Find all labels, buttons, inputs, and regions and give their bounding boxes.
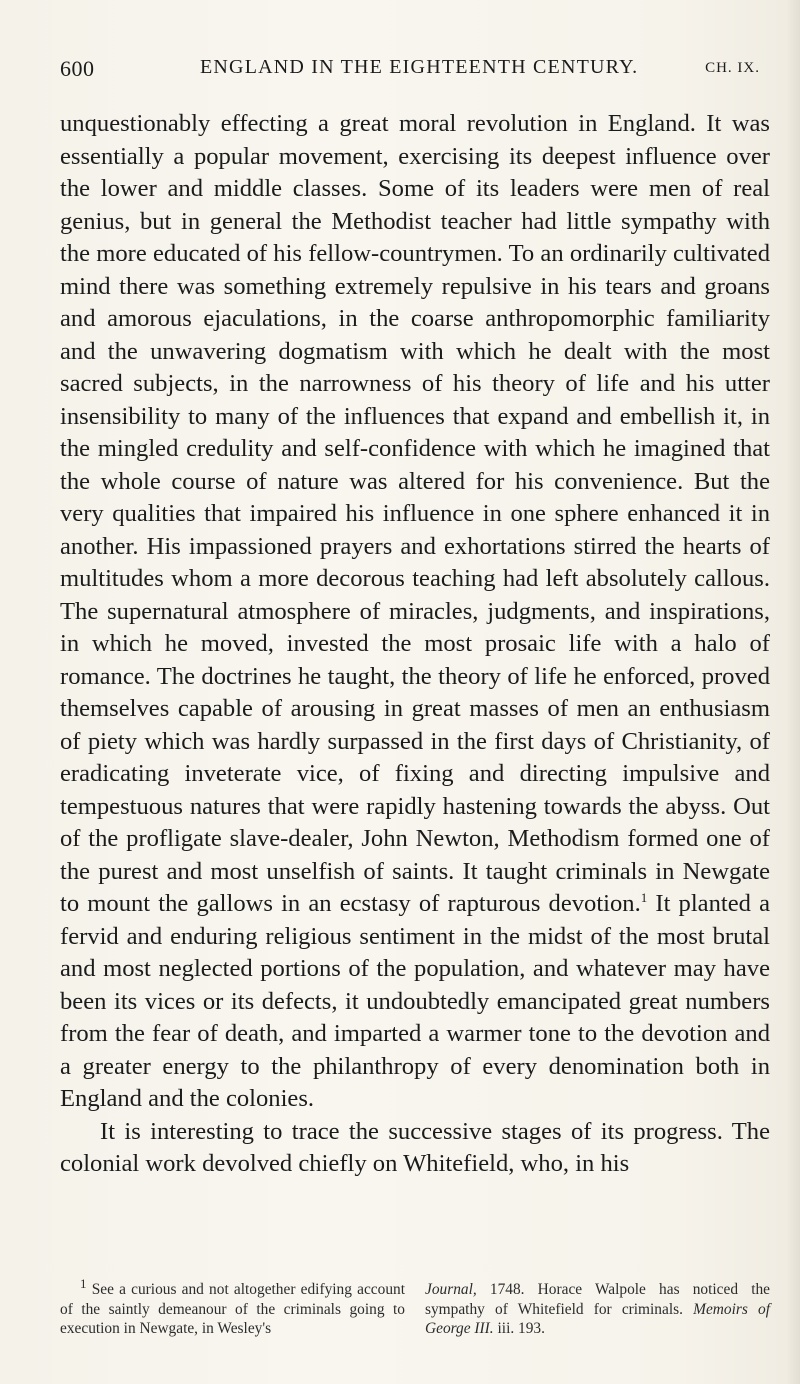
paragraph-text-continued: It planted a fervid and enduring religious sentiment in the midst of the most brutal and most neglected portions of the population, and whatever may have been its vices or its defects, it undoubtedly emancipated great numbers from the fear of death, and imparted a warmer tone to the devotion and a greater energy to the philanthropy of every denomination both in England and the colonies. <box>60 890 770 1112</box>
footnote-memoirs-title: Memoirs of George III. <box>425 1300 770 1337</box>
page-edge-shadow <box>786 0 800 1384</box>
footnote-block <box>60 1275 770 1339</box>
footnote-right-column <box>425 1280 770 1339</box>
page-number: 600 <box>60 56 95 81</box>
page-header <box>60 56 760 86</box>
footnote-text-continued: 1748. Horace Walpole has noticed the sympathy of Whitefield for criminals. <box>425 1281 770 1318</box>
footnote-marker: 1 <box>80 1275 87 1291</box>
main-text <box>60 108 770 1181</box>
footnote-reference[interactable]: 1 <box>640 889 648 905</box>
paragraph <box>60 108 770 1116</box>
running-title: ENGLAND IN THE EIGHTEENTH CENTURY. <box>200 56 639 78</box>
paragraph: It is interesting to trace the successive stages of its progress. The colonial work devolved chiefly on Whitefield, who, in his <box>60 1117 770 1177</box>
paragraph-text: unquestionably effecting a great moral revolution in England. It was essentially a popular movement, exercising its deepest influence over the lower and middle classes. Some of its leaders were men of real genius, but in general the Methodist teacher had little sympathy with the more educated of his fellow-countrymen. To an ordinarily cultivated mind there was something extremely repulsive in his tears and groans and amorous ejaculations, in the coarse anthropomorphic familiarity and the unwavering dogmatism with which he dealt with the most sacred subjects, in the narrowness of his theory of life and his utter insensibility to many of the influences that expand and embellish it, in the mingled credulity and self-confidence with which he imagined that the whole course of nature was altered for his convenience. But the very qualities that impaired his influence in one sphere enhanced it in another. His impassioned prayers and exhortations stirred the hearts of multitudes whom a more decorous teaching had left absolutely callous. The supernatural atmosphere of miracles, judgments, and inspirations, in which he moved, invested the most prosaic life with a halo of romance. The doctrines he taught, the theory of life he enforced, proved themselves capable of arousing in great masses of men an enthusiasm of piety which was hardly surpassed in the first days of Christianity, of eradicating inveterate vice, of fixing and directing impulsive and tempestuous natures that were rapidly hastening towards the abyss. Out of the profligate slave-dealer, John Newton, Methodism formed one of the purest and most unselfish of saints. It taught criminals in Newgate to mount the gallows in an ecstasy of rapturous devotion. <box>60 110 770 917</box>
footnote-journal-title: Journal, <box>425 1281 477 1298</box>
footnote-citation: iii. 193. <box>493 1320 545 1337</box>
chapter-label: CH. IX. <box>705 60 760 76</box>
footnote-left-column <box>60 1275 405 1339</box>
footnote <box>60 1275 405 1339</box>
footnote-text: See a curious and not altogether edifying account of the saintly demeanour of the criminals going to execution in Newgate, in Wesley's <box>60 1281 405 1337</box>
